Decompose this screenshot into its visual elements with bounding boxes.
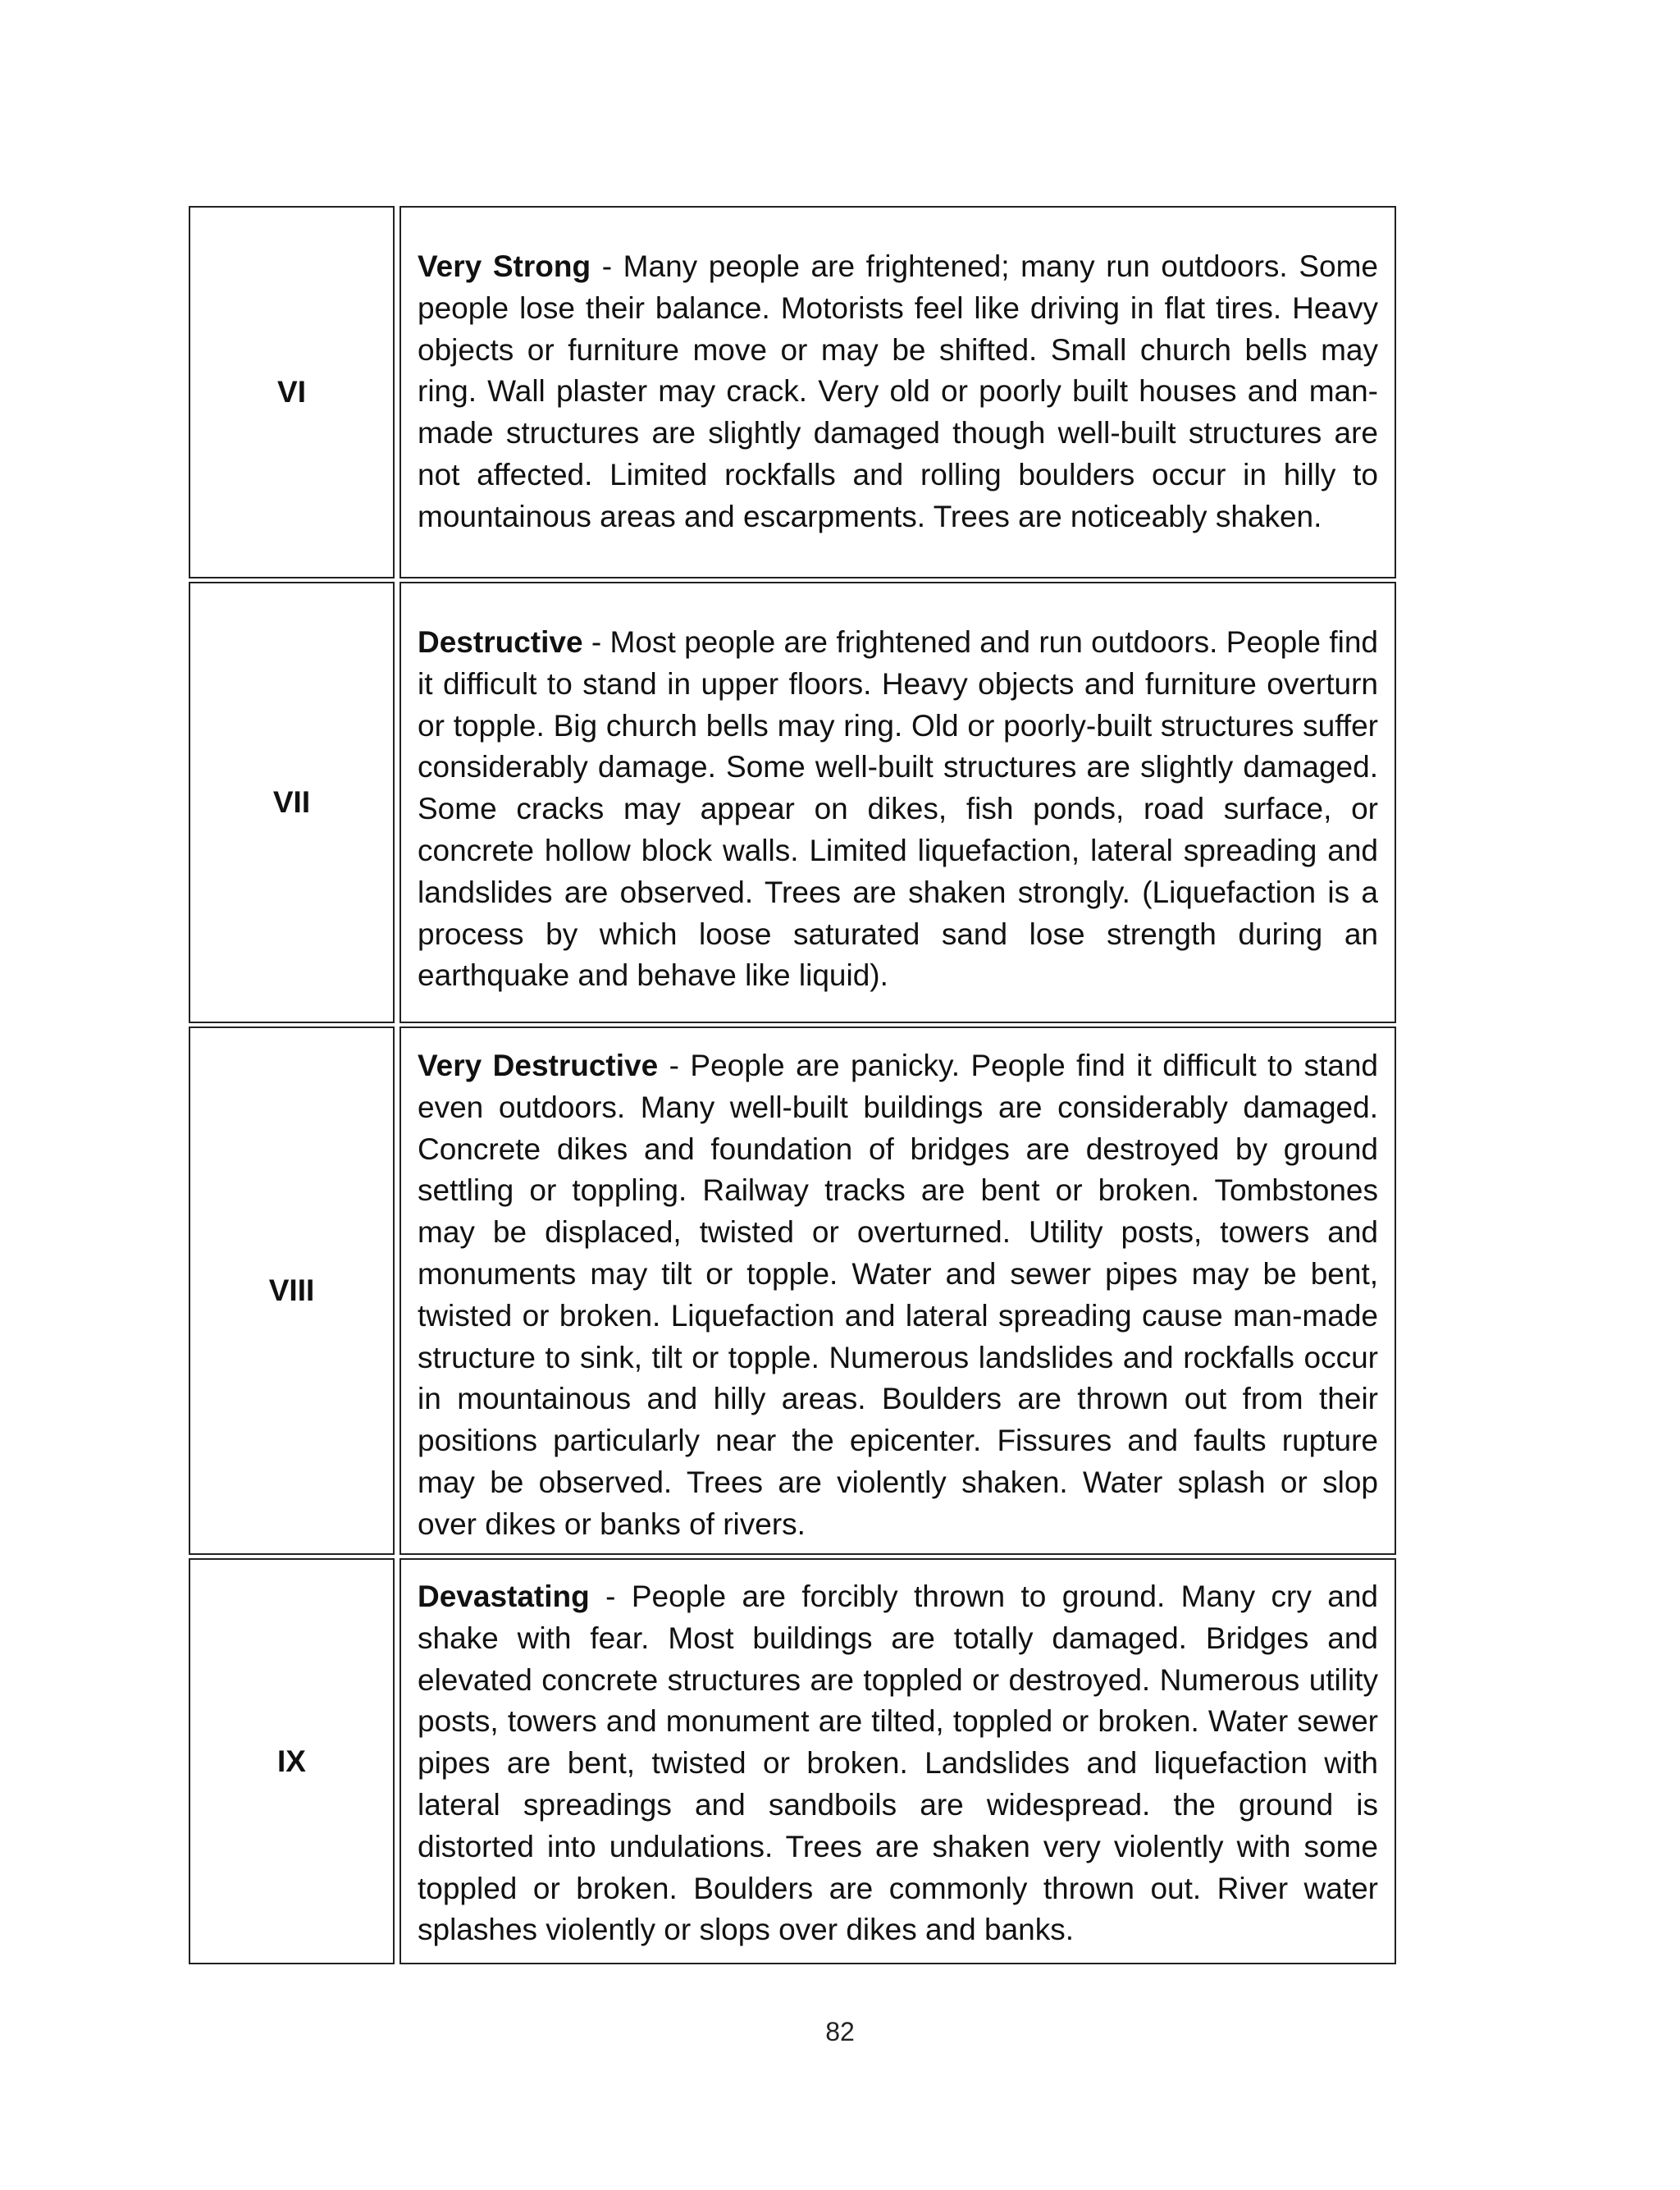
intensity-row-ix <box>189 1558 1396 1964</box>
intensity-description <box>418 622 1378 997</box>
intensity-description-text: - People are panicky. People find it difficult to stand even outdoors. Many well-built buildings are considerably damaged. Concrete dikes and foundation of bridges are destroyed by ground settling or toppling. Railway tracks are bent or broken. Tombstones may be displaced, twisted or overturned. Utility posts, towers and monuments may tilt or topple. Water and sewer pipes may be bent, twisted or broken. Liquefaction and lateral spreading cause man-made structure to sink, tilt or topple. Numerous landslides and rockfalls occur in mountainous and hilly areas. Boulders are thrown out from their positions particularly near the epicenter. Fissures and faults rupture may be observed. Trees are violently shaken. Water splash or slop over dikes or banks of rivers. <box>418 1049 1378 1541</box>
intensity-description <box>418 1576 1378 1951</box>
intensity-description-cell <box>399 206 1396 578</box>
intensity-description <box>418 246 1378 538</box>
intensity-level-cell <box>189 1026 395 1555</box>
intensity-level-cell <box>189 206 395 578</box>
intensity-level: VIII <box>268 1273 315 1307</box>
intensity-row-vi <box>189 206 1396 578</box>
intensity-level: VII <box>272 785 311 819</box>
intensity-term: Destructive <box>418 625 583 659</box>
intensity-description-cell <box>399 1558 1396 1964</box>
intensity-description-cell <box>399 1026 1396 1555</box>
intensity-level-cell <box>189 1558 395 1964</box>
intensity-description-cell <box>399 582 1396 1023</box>
intensity-term: Very Strong <box>418 249 591 283</box>
page-number: 82 <box>825 2017 855 2046</box>
intensity-level: IX <box>277 1744 306 1778</box>
intensity-term: Very Destructive <box>418 1049 659 1082</box>
intensity-description-text: - Most people are frightened and run outdoors. People find it difficult to stand in upper floors. Heavy objects and furniture overturn or topple. Big church bells may ring. Old or poorly-built structures suffer considerably damage. Some well-built structures are slightly damaged. Some cracks may appear on dikes, fish ponds, road surface, or concrete hollow block walls. Limited liquefaction, lateral spreading and landslides are observed. Trees are shaken strongly. (Liquefaction is a process by which loose saturated sand lose strength during an earthquake and behave like liquid). <box>418 625 1378 993</box>
intensity-row-vii <box>189 582 1396 1023</box>
intensity-row-viii <box>189 1026 1396 1555</box>
intensity-description-text: - Many people are frightened; many run outdoors. Some people lose their balance. Motorists feel like driving in flat tires. Heavy objects or furniture move or may be shifted. Small church bells may ring. Wall plaster may crack. Very old or poorly built houses and man-made structures are slightly damaged though well-built structures are not affected. Limited rockfalls and rolling boulders occur in hilly to mountainous areas and escarpments. Trees are noticeably shaken. <box>418 249 1378 533</box>
intensity-level-cell <box>189 582 395 1023</box>
intensity-term: Devastating <box>418 1580 590 1613</box>
intensity-description-text: - People are forcibly thrown to ground. Many cry and shake with fear. Most buildings are totally damaged. Bridges and elevated concrete structures are toppled or destroyed. Numerous utility posts, towers and monument are tilted, toppled or broken. Water sewer pipes are bent, twisted or broken. Landslides and liquefaction with lateral spreadings and sandboils are widespread. the ground is distorted into undulations. Trees are shaken very violently with some toppled or broken. Boulders are commonly thrown out. River water splashes violently or slops over dikes and banks. <box>418 1580 1378 1947</box>
intensity-description <box>418 1045 1378 1546</box>
intensity-level: VI <box>277 375 306 409</box>
